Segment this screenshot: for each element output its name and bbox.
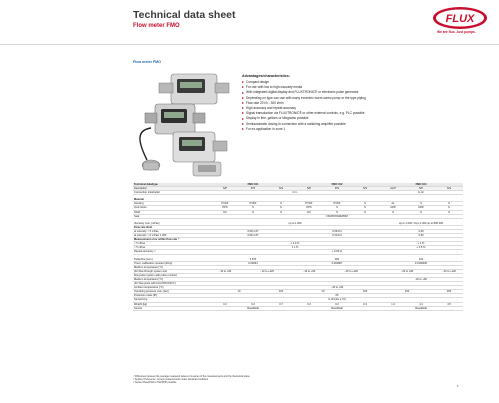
table-cell: S/S <box>351 187 379 191</box>
table-cell: Sensor <box>133 306 211 310</box>
table-header-cell: FMO 102 <box>295 183 379 187</box>
table-cell: UDP <box>379 206 407 210</box>
table-cell: 0.0100000 <box>379 261 463 265</box>
table-cell: ± 1 % <box>211 246 379 250</box>
table-cell: ≤ 1.0 % <box>211 242 379 246</box>
table-cell: S/P <box>295 187 323 191</box>
table-cell: Description <box>133 187 211 191</box>
table-cell: - 20 to +120 <box>323 269 379 273</box>
table-cell: 0.66-8.3 <box>295 229 379 233</box>
table-cell: (for flow-pulse with FLUXTRONIC®) <box>133 282 463 286</box>
table-cell: S <box>435 206 463 210</box>
table-cell: 4.5 <box>435 302 463 306</box>
table-cell: ≤ 0.5 % <box>379 246 463 250</box>
table-cell: Shaft <box>133 210 211 214</box>
table-cell: PVDF <box>295 202 323 206</box>
table-cell: 100 <box>379 258 463 262</box>
table-cell: flow-pulse system with pulse monitor) <box>133 273 463 277</box>
table-cell: G ¾ <box>211 191 379 195</box>
list-item: For ex-application in zone 1 <box>242 127 372 132</box>
list-item: Depending on type can use with many eccentric worm screw pump or the type piping <box>242 96 372 101</box>
table-cell: - 10 to +60 <box>211 269 239 273</box>
table-header-cell: Technical data/type <box>133 183 211 187</box>
table-cell: 0.002867 <box>295 261 379 265</box>
table-cell: 100 <box>267 290 295 294</box>
table-cell: S <box>267 210 295 214</box>
table-cell: up to 1 000 <box>211 222 379 226</box>
table-cell: 65 <box>211 294 463 298</box>
table-cell: S <box>351 206 379 210</box>
table-cell: > 5 mPas <box>133 246 211 250</box>
footnote: ³⁾ Sensor Reed/Hall or Hall PNP possible <box>133 381 177 385</box>
page-number: 1 <box>457 384 459 388</box>
table-cell: - 20 to +80 <box>379 269 435 273</box>
table-cell: S <box>323 210 351 214</box>
table-section-title: Measurement error within flow rate ¹⁾ <box>133 238 463 242</box>
table-cell: S <box>267 206 295 210</box>
table-cell: 0.2 <box>211 302 239 306</box>
table-cell: S <box>407 202 435 206</box>
table-cell: S <box>351 210 379 214</box>
table-cell: Viscosity max. [mPas] <box>133 222 211 226</box>
table-cell: FKM/FFKM/EPDM <box>211 214 463 218</box>
table-cell: -20 to +60 <box>379 277 463 281</box>
section-label: Flow meter FMO <box>133 60 161 64</box>
table-cell: 0.08-1.67 <box>211 234 295 238</box>
table-cell: Sensor/ring <box>133 298 211 302</box>
table-cell: (for flow-through system and <box>133 269 211 273</box>
table-cell: - 10 to +60 <box>295 269 323 273</box>
table-cell: Repeat accuracy ¹⁾ <box>133 250 211 254</box>
table-cell: 0.2 <box>239 302 267 306</box>
table-cell: ≤ 0.03 % <box>211 250 463 254</box>
table-cell: UDP <box>407 206 435 210</box>
table-cell: up to 1 000 / from 1 000 up to 800 000 <box>379 222 463 226</box>
table-cell: 3-50 <box>379 234 463 238</box>
table-cell: S <box>435 210 463 214</box>
page-header <box>0 0 499 45</box>
list-item: Display in litre, gallons or kilograms possible <box>242 116 372 121</box>
table-cell: 2 970 <box>211 258 295 262</box>
table-header-cell: FMO 104 <box>379 183 463 187</box>
table-cell: G 1¼ <box>379 191 463 195</box>
advantages-title: Advantages/characteristics: <box>242 74 290 78</box>
table-cell: PPS <box>211 206 239 210</box>
table-cell: Protection class [IP] <box>133 294 211 298</box>
table-cell: 1.4 <box>379 302 407 306</box>
table-cell: 100 <box>351 290 379 294</box>
table-cell: 4.1 <box>407 302 435 306</box>
table-section-title: Material <box>133 198 463 202</box>
table-cell: S/S <box>435 187 463 191</box>
table-row <box>133 306 463 310</box>
product-photo <box>133 70 233 180</box>
table-cell: 150 <box>379 290 435 294</box>
table-cell: AL <box>379 202 407 206</box>
table-cell: - 20 to +60 <box>211 286 463 290</box>
list-item: High accuracy and repeat accuracy <box>242 106 372 111</box>
table-cell: at viscosity < 5 mPas <box>133 229 211 233</box>
list-item: Signal transduction via FLUXTRONIC® or other external controls, e.g. PLC possible <box>242 111 372 116</box>
list-item: Semiautomatic dosing in connection with a switching amplifier possible <box>242 122 372 127</box>
page-title: Technical data sheet <box>133 9 236 21</box>
table-cell: P/S <box>323 187 351 191</box>
table-section-title: Flow rate l/min <box>133 225 463 229</box>
page-subtitle: Flow meter FMO <box>133 23 180 29</box>
table-cell: 0.2 <box>323 302 351 306</box>
list-item: With integrated digital display and FLUXTRONIC® or electronic pulse generator <box>242 90 372 95</box>
table-cell: Medium temperature [°C] <box>133 265 463 269</box>
table-cell: S <box>267 202 295 206</box>
footnote: ¹⁾ Difference between the average measured values of a series of five measurements and the theoretical value <box>133 375 250 378</box>
brand-tagline: We are flux. Just pumps. <box>437 30 476 34</box>
table-cell: 200 <box>435 290 463 294</box>
advantages-list <box>242 80 372 132</box>
table-cell: AL/P <box>379 187 407 191</box>
table-cell: Oval rotors <box>133 206 211 210</box>
table-cell: 0.2 <box>295 302 323 306</box>
list-item: Compact design <box>242 80 372 85</box>
table-cell: S/S <box>267 187 295 191</box>
table-cell: - 20 to +120 <box>435 269 463 273</box>
table-cell: 0.7 <box>267 302 295 306</box>
table-cell: PVDF <box>211 202 239 206</box>
table-cell: 0.08-1.67 <box>211 229 295 233</box>
table-cell: G 3/4 (Ex e 70) <box>211 298 463 302</box>
table-cell: HC <box>295 210 323 214</box>
table-cell: Ambient temperature [°C] <box>133 286 211 290</box>
technical-data-table <box>133 183 463 311</box>
list-item: Flow rate 20 l/h - 300 l/min <box>242 101 372 106</box>
table-cell: 10 <box>295 290 351 294</box>
table-cell: at viscosity > 5 mPas/ 1 000 <box>133 234 211 238</box>
table-cell: S <box>239 210 267 214</box>
table-cell: S/P <box>211 187 239 191</box>
table-cell: Medium temperature [°C] <box>133 277 211 281</box>
table-cell: Seal <box>133 214 211 218</box>
table-cell: ≤ 1 % <box>379 242 463 246</box>
table-cell: Reed/Hall <box>295 306 379 310</box>
table-cell: 10 <box>211 290 267 294</box>
table-cell: 0.33-8.3 <box>295 234 379 238</box>
table-cell: P/S <box>239 187 267 191</box>
table-cell: Operating pressure max. [bar] <box>133 290 211 294</box>
table-cell: Housing <box>133 202 211 206</box>
table-cell: - 10 to +120 <box>239 269 295 273</box>
footnote: ²⁾ Applies if reference: correct measurements under identical conditions <box>133 378 209 382</box>
table-cell: 0.4 <box>351 302 379 306</box>
table-cell: Weight [kg] <box>133 302 211 306</box>
table-cell: PVDF <box>323 202 351 206</box>
table-cell: Reed/Hall <box>379 306 463 310</box>
table-cell: Connection inlet/outlet <box>133 191 211 195</box>
table-cell: Theor. calibration constant [l/imp] <box>133 261 211 265</box>
table-cell: Pulse/litre (Ann.) <box>133 258 211 262</box>
table-cell: 0.00034 <box>211 261 295 265</box>
table-cell: S <box>239 206 267 210</box>
table-cell: 360 <box>295 258 379 262</box>
table-cell: HC <box>211 210 239 214</box>
table-cell: S <box>435 202 463 206</box>
table-cell: S <box>323 206 351 210</box>
table-cell: S <box>407 210 435 214</box>
footnotes <box>133 375 463 385</box>
table-cell: Reed/Hall <box>211 306 295 310</box>
table-cell: S <box>379 210 407 214</box>
table-cell: S/P <box>407 187 435 191</box>
table-cell: 3-25 <box>379 229 463 233</box>
table-cell: PPS <box>295 206 323 210</box>
table-cell: PVDF <box>239 202 267 206</box>
list-item: For use with low to high-viscosity media <box>242 85 372 90</box>
table-cell: < 5 mPas <box>133 242 211 246</box>
table-header-cell: FMO 101 <box>211 183 295 187</box>
table-cell: S <box>351 202 379 206</box>
flux-logo <box>432 6 488 30</box>
logo-text: FLUX <box>445 13 475 25</box>
